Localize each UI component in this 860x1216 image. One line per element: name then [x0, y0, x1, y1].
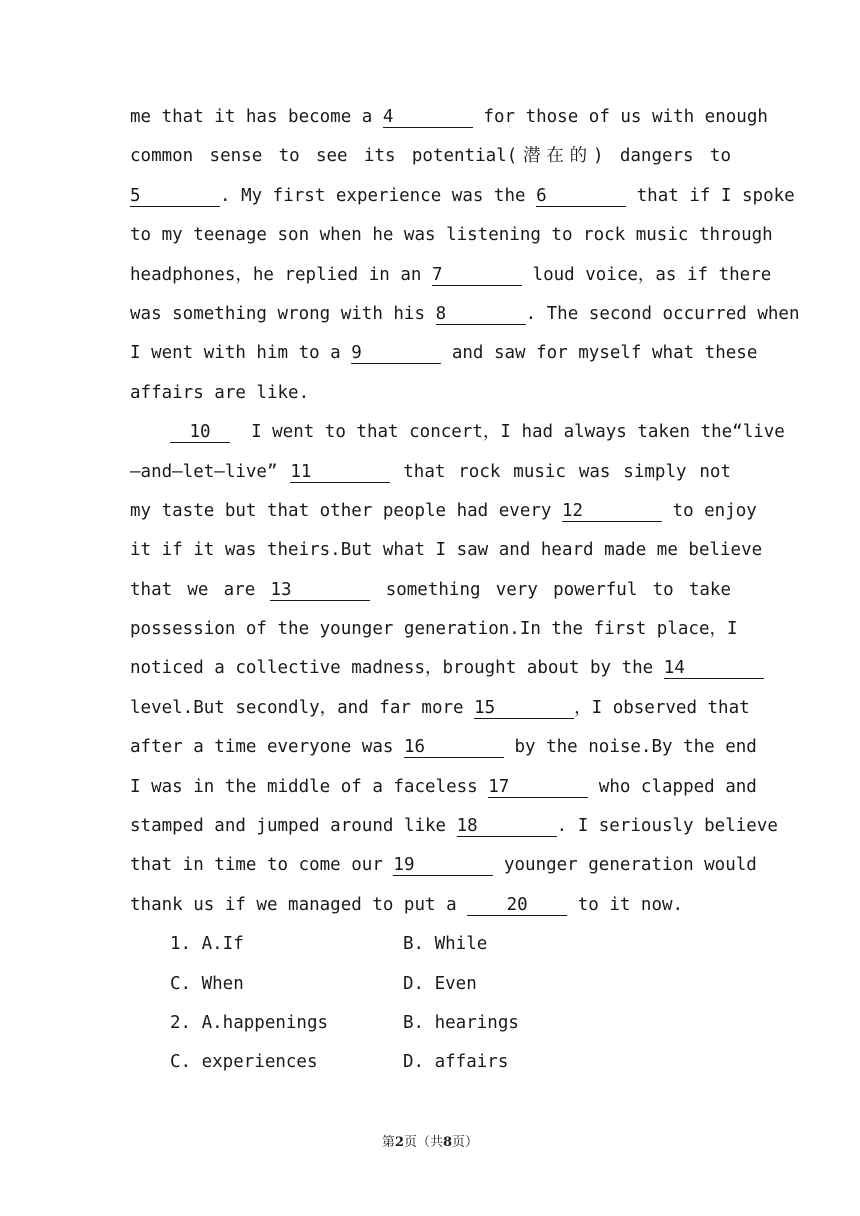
option-row [130, 965, 731, 1004]
blank-7: 7 [432, 265, 522, 286]
blank-12: 12 [562, 501, 662, 522]
blank-20: 20 [467, 895, 567, 916]
option-row [130, 1043, 731, 1082]
option-d: D. affairs [403, 1052, 509, 1073]
passage-line: was something wrong with his 8 . The second occurred when [130, 303, 800, 324]
blank-19: 19 [393, 855, 493, 876]
blank-5: 5 [130, 186, 220, 207]
passage-line: my taste but that other people had every 12 to enjoy [130, 500, 757, 521]
passage-line: stamped and jumped around like 18 . I seriously believe [130, 816, 778, 837]
passage-line: after a time everyone was 16 by the noise.By the end [130, 737, 757, 758]
blank-15: 15 [474, 698, 574, 719]
option-d: D. Even [403, 973, 477, 994]
passage-line: that we are 13 something very powerful to take [130, 579, 731, 600]
passage-line: to my teenage son when he was listening to rock music through [130, 225, 773, 246]
option-c: C. experiences [170, 1052, 318, 1073]
blank-16: 16 [404, 737, 504, 758]
option-a: 1. A.If [170, 934, 244, 955]
passage-line: 5 . My first experience was the 6 that if I spoke [130, 185, 795, 206]
passage-line: possession of the younger generation.In the first place，I [130, 619, 738, 640]
option-c: C. When [170, 973, 244, 994]
passage-line: headphones，he replied in an 7 loud voice，as if there [130, 264, 772, 285]
option-row [130, 1004, 731, 1043]
blank-8: 8 [436, 304, 526, 325]
passage-line: noticed a collective madness，brought about by the 14 [130, 649, 731, 688]
page-footer: 第2页（共8页） [381, 1135, 479, 1150]
passage-line: level.But secondly，and far more 15 ，I observed that [130, 697, 750, 718]
passage-line: that in time to come our 19 younger generation would [130, 855, 757, 876]
blank-14: 14 [664, 658, 764, 679]
passage-line: —and—let—live” 11 that rock music was simply not [130, 461, 731, 482]
option-row [130, 925, 731, 964]
blank-13: 13 [270, 580, 370, 601]
blank-11: 11 [290, 462, 390, 483]
passage-line: I was in the middle of a faceless 17 who clapped and [130, 776, 757, 797]
blank-4: 4 [383, 107, 473, 128]
option-b: B. While [403, 934, 488, 955]
passage-line: thank us if we managed to put a 20 to it now. [130, 894, 684, 915]
passage-line: 10 I went to that concert，I had always taken the“live [130, 413, 731, 452]
blank-18: 18 [457, 816, 557, 837]
blank-9: 9 [351, 343, 441, 364]
option-a: 2. A.happenings [170, 1012, 329, 1033]
passage-line: I went with him to a 9 and saw for myself what these [130, 343, 758, 364]
passage-line: it if it was theirs.But what I saw and heard made me believe [130, 540, 763, 561]
passage-line: me that it has become a 4 for those of us with enough [130, 107, 768, 127]
passage [130, 98, 800, 1083]
option-b: B. hearings [403, 1012, 519, 1033]
page-number: 2 [394, 1135, 404, 1150]
page-total: 8 [443, 1135, 453, 1150]
passage-line: common sense to see its potential(潜在的) dangers to [130, 146, 731, 167]
blank-10: 10 [170, 422, 230, 443]
blank-17: 17 [488, 777, 588, 798]
blank-6: 6 [536, 186, 626, 207]
passage-line: affairs are like. [130, 382, 310, 403]
